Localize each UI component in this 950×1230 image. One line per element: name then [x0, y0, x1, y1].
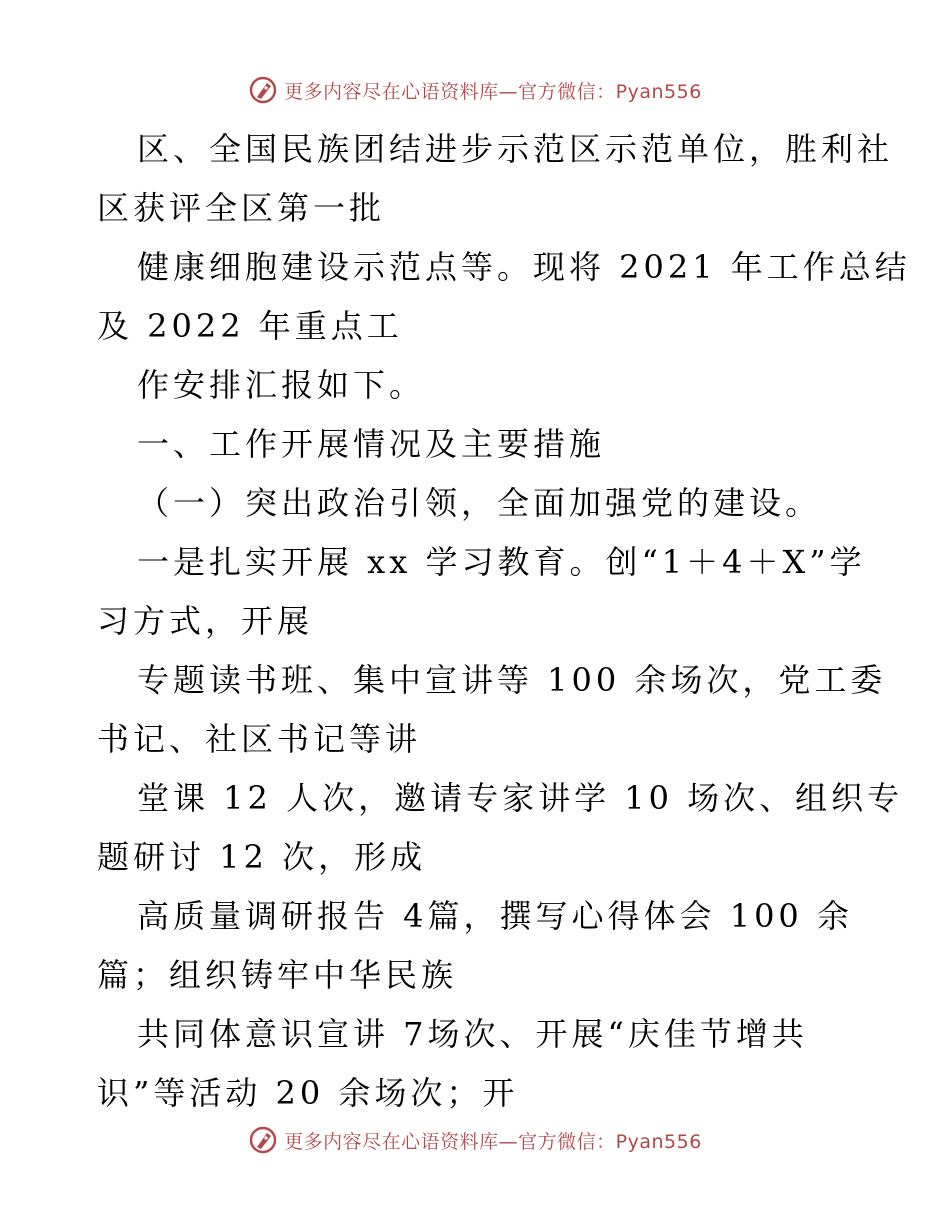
- text-line: 识”等活动 20 余场次；开: [97, 1074, 519, 1112]
- text-line: 共同体意识宣讲 7场次、开展“庆佳节增共: [137, 1015, 808, 1053]
- pen-nib-circle-icon: [248, 1125, 278, 1155]
- text-line: 篇；组织铸牢中华民族: [97, 956, 458, 994]
- pen-nib-circle-icon: [248, 75, 278, 105]
- text-line: 及 2022 年重点工: [97, 307, 403, 345]
- watermark-text: 更多内容尽在心语资料库—官方微信：Pyan556: [284, 1130, 702, 1153]
- text-line: 习方式，开展: [97, 602, 314, 640]
- watermark-text: 更多内容尽在心语资料库—官方微信：Pyan556: [284, 80, 702, 103]
- text-line: 健康细胞建设示范点等。现将 2021 年工作总结: [137, 248, 911, 286]
- document-body: [0, 120, 950, 1123]
- subsection-heading: （一）突出政治引领，全面加强党的建设。: [137, 484, 822, 522]
- text-line: 区、全国民族团结进步示范区示范单位，胜利社: [137, 130, 894, 168]
- text-line: 题研讨 12 次，形成: [97, 838, 427, 876]
- footer-watermark: [0, 1120, 950, 1160]
- text-line: 高质量调研报告 4篇，撰写心得体会 100 余: [137, 897, 853, 935]
- header-watermark: [0, 70, 950, 110]
- text-line: 书记、社区书记等讲: [97, 720, 422, 758]
- text-line: 一是扎实开展 xx 学习教育。创“1＋4＋X”学: [137, 543, 866, 581]
- text-line: 专题读书班、集中宣讲等 100 余场次，党工委: [137, 661, 887, 699]
- text-line: 堂课 12 人次，邀请专家讲学 10 场次、组织专: [137, 779, 904, 817]
- text-line: 区获评全区第一批: [97, 189, 386, 227]
- section-heading: 一、工作开展情况及主要措施: [137, 425, 606, 463]
- text-line: 作安排汇报如下。: [137, 366, 426, 404]
